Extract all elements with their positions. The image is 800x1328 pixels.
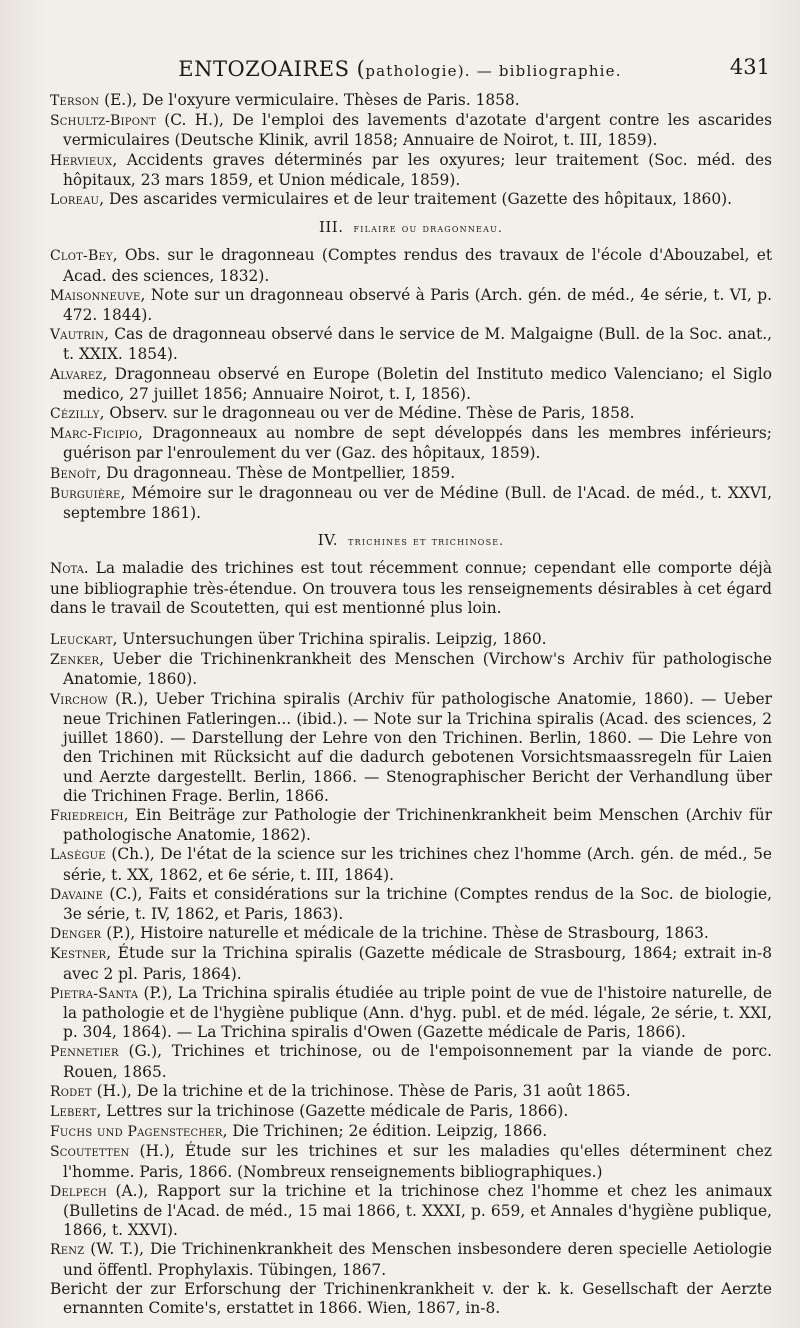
section-heading-trichines: IV. trichines et trichinose. — [317, 531, 505, 550]
entry-text: (C.), Faits et considérations sur la trichine (Comptes rendus de la Soc. de biologie, 3e série, t. IV, 1862, et Paris, 1863). — [63, 884, 772, 923]
entry-text: (E.), De l'oxyure vermiculaire. Thèses de Paris. 1858. — [99, 91, 520, 109]
entry-author: Cézilly — [50, 406, 100, 423]
bibliography-entry — [50, 91, 772, 111]
bibliography-entry — [50, 1042, 772, 1081]
dragonneau-entries — [50, 246, 772, 523]
bibliography-entry — [50, 1280, 772, 1318]
entry-author: Delpech — [50, 1183, 107, 1200]
entry-author: Loreau — [50, 192, 100, 209]
bibliography-entry — [50, 365, 772, 404]
entry-author: Pietra-Santa — [50, 985, 139, 1002]
entry-author: Leuckart — [50, 632, 113, 649]
entry-author: Denger — [50, 926, 102, 943]
entry-author: Schultz-Bipont — [50, 113, 156, 130]
bibliography-entry — [50, 1082, 772, 1102]
entry-text: , Cas de dragonneau observé dans le service de M. Malgaigne (Bull. de la Soc. anat., t. XXIX. 1854). — [63, 325, 772, 364]
bibliography-entry — [50, 325, 772, 364]
bibliography-entry — [50, 630, 772, 650]
bibliography-entry — [50, 424, 772, 463]
bibliography-entry — [50, 984, 772, 1043]
section-heading-filaire: III. filaire ou dragonneau. — [318, 218, 504, 237]
bibliography-entry — [50, 806, 772, 845]
entry-text: (A.), Rapport sur la trichine et la trichinose chez l'homme et chez les animaux (Bulletins de l'Acad. de méd., 15 mai 1866, t. XXXI, p. 659, et Annales d'hygiène publique, 1866, t. XXVI). — [63, 1181, 772, 1240]
entry-author: Kestner — [50, 946, 107, 963]
entry-author: Terson — [50, 93, 100, 109]
bibliography-entry — [50, 484, 772, 523]
entry-author: Virchow — [50, 691, 108, 708]
page-number: 431 — [729, 55, 770, 79]
bibliography-entry — [50, 924, 772, 944]
entry-author: Maisonneuve — [50, 287, 141, 304]
bibliography-entry — [50, 885, 772, 924]
bibliography-entry — [50, 650, 772, 689]
entry-text: (H.), Étude sur les trichines et sur les maladies qu'elles déterminent chez l'homme. Paris, 1866. (Nombreux renseignements bibliographiques.) — [63, 1142, 772, 1181]
bibliography-entry — [50, 404, 772, 424]
bibliography-entry — [50, 1102, 772, 1122]
trichine-entries — [50, 630, 772, 1318]
entry-author: Rodet — [50, 1083, 92, 1100]
entry-text: (Ch.), De l'état de la science sur les trichines chez l'homme (Arch. gén. de méd., 5e série, t. XX, 1862, et 6e série, t. III, 1864). — [63, 845, 772, 884]
entry-text: , Untersuchungen über Trichina spiralis. Leipzig, 1860. — [112, 630, 547, 649]
running-header — [0, 55, 800, 89]
entry-text: , Étude sur la Trichina spiralis (Gazette médicale de Strasbourg, 1864; extrait in-8 avec 2 pl. Paris, 1864). — [63, 944, 772, 983]
bibliography-entry — [50, 286, 772, 325]
nota-text: . La maladie des trichines est tout récemment connue; cependant elle comporte déjà une bibliographie très-étendue. On trouvera tous les renseignements désirables à cet égard dans le travail de Scoutetten, qui est mentionné plus loin. — [50, 559, 772, 617]
entry-author: Lebert — [50, 1103, 97, 1120]
bibliography-entry — [50, 464, 772, 484]
entry-author: Benoît — [50, 465, 97, 482]
running-title: ENTOZOAIRES (pathologie). — bibliographie. — [178, 57, 622, 81]
entry-author: Renz — [50, 1242, 85, 1259]
entry-author: Burguière — [50, 485, 121, 502]
bibliography-entry — [50, 1240, 772, 1279]
entry-text: (P.), Histoire naturelle et médicale de la trichine. Thèse de Strasbourg, 1863. — [101, 924, 709, 943]
oxyure-entries — [50, 91, 772, 210]
entry-author: Clot-Bey — [50, 248, 113, 265]
nota-paragraph — [50, 559, 772, 618]
entry-text: , Des ascarides vermiculaires et de leur traitement (Gazette des hôpitaux, 1860). — [99, 190, 733, 209]
bibliography-content — [50, 91, 772, 1318]
entry-author: Pennetier — [50, 1044, 119, 1061]
bibliography-entry — [50, 111, 772, 150]
entry-text: (H.), De la trichine et de la trichinose. Thèse de Paris, 31 août 1865. — [91, 1081, 631, 1100]
entry-text: , Dragonneaux au nombre de sept développés dans les membres inférieurs; guérison par l'enroulement du ver (Gaz. des hôpitaux, 1859). — [63, 424, 772, 463]
entry-author: Friedreich — [50, 807, 124, 824]
entry-text: , Accidents graves déterminés par les oxyures; leur traitement (Soc. méd. des hôpitaux, 23 mars 1859, et Union médicale, 1859). — [63, 150, 772, 189]
entry-author: Vautrin — [50, 327, 105, 344]
bibliography-entry — [50, 1122, 772, 1142]
entry-text: (P.), La Trichina spiralis étudiée au triple point de vue de l'histoire naturelle, de la pathologie et de l'hygiène publique (Ann. d'hyg. publ. et de méd. légale, 2e série, t. XXI, p. 304, 1864). — La Trichina spiralis d'Owen (Gazette médicale de Paris, 1866). — [63, 983, 772, 1042]
bibliography-entry — [50, 246, 772, 285]
entry-text: , Note sur un dragonneau observé à Paris (Arch. gén. de méd., 4e série, t. VI, p. 472. 1844). — [63, 285, 772, 325]
entry-author: Lasègue — [50, 847, 106, 864]
bibliography-entry — [50, 1182, 772, 1241]
entry-author: Zenker — [50, 652, 100, 669]
entry-text: Bericht der zur Erforschung der Trichinenkrankheit v. der k. k. Gesellschaft der Aerzte ernannten Comite's, erstattet in 1866. Wien, 1867, in-8. — [50, 1279, 772, 1317]
bibliography-entry — [50, 151, 772, 190]
bibliography-entry — [50, 190, 772, 210]
entry-text: (C. H.), De l'emploi des lavements d'azotate d'argent contre les ascarides vermiculaires (Deutsche Klinik, avril 1858; Annuaire de Noirot, t. III, 1859). — [63, 111, 772, 150]
entry-text: , Ueber die Trichinenkrankheit des Menschen (Virchow's Archiv für pathologische Anatomie, 1860). — [63, 650, 772, 689]
nota-label: Nota — [50, 561, 84, 578]
entry-text: (G.), Trichines et trichinose, ou de l'empoisonnement par la viande de porc. Rouen, 1865. — [63, 1042, 772, 1081]
bibliography-entry — [50, 944, 772, 983]
bibliography-entry — [50, 845, 772, 884]
entry-author: Scoutetten — [50, 1144, 130, 1161]
entry-text: , Dragonneau observé en Europe (Boletin del Instituto medico Valenciano; el Siglo medico, 27 juillet 1856; Annuaire Noirot, t. I, 1856). — [63, 364, 772, 403]
entry-text: , Die Trichinen; 2e édition. Leipzig, 1866. — [222, 1122, 548, 1141]
entry-text: , Obs. sur le dragonneau (Comptes rendus des travaux de l'école d'Abouzabel, et Acad. des sciences, 1832). — [63, 246, 772, 285]
entry-text: , Du dragonneau. Thèse de Montpellier, 1859. — [96, 463, 456, 482]
entry-author: Davaine — [50, 886, 104, 903]
entry-author: Alvarez — [50, 366, 103, 383]
entry-author: Hervieux — [50, 152, 113, 169]
entry-text: , Ein Beiträge zur Pathologie der Trichinenkrankheit beim Menschen (Archiv für pathologische Anatomie, 1862). — [63, 805, 772, 845]
bibliography-entry — [50, 690, 772, 806]
entry-author: Fuchs und Pagenstecher — [50, 1124, 223, 1141]
bibliography-entry — [50, 1142, 772, 1181]
entry-text: (W. T.), Die Trichinenkrankheit des Menschen insbesondere deren specielle Aetiologie und öffentl. Prophylaxis. Tübingen, 1867. — [63, 1240, 772, 1279]
entry-text: , Mémoire sur le dragonneau ou ver de Médine (Bull. de l'Acad. de méd., t. XXVI, septembre 1861). — [63, 483, 772, 523]
entry-text: , Lettres sur la trichinose (Gazette médicale de Paris, 1866). — [96, 1101, 569, 1120]
entry-author: Marc-Ficipio — [50, 426, 139, 443]
entry-text: , Observ. sur le dragonneau ou ver de Médine. Thèse de Paris, 1858. — [99, 404, 635, 423]
entry-text: (R.), Ueber Trichina spiralis (Archiv für pathologische Anatomie, 1860). — Ueber neue Trichinen Fatleringen... (ibid.). — Note sur la Trichina spiralis (Acad. des sciences, 2 juillet 1860). — Darstellung der Lehre von den Trichinen. Berlin, 1860. — Die Lehre von den Trichinen mit Rücksicht auf die dadurch gebotenen Vorsichtsmaassregeln für Laien und Aerzte dargestellt. Berlin, 1866. — Stenographischer Bericht der Verhandlung über die Trichinen Frage. Berlin, 1866. — [63, 689, 772, 805]
